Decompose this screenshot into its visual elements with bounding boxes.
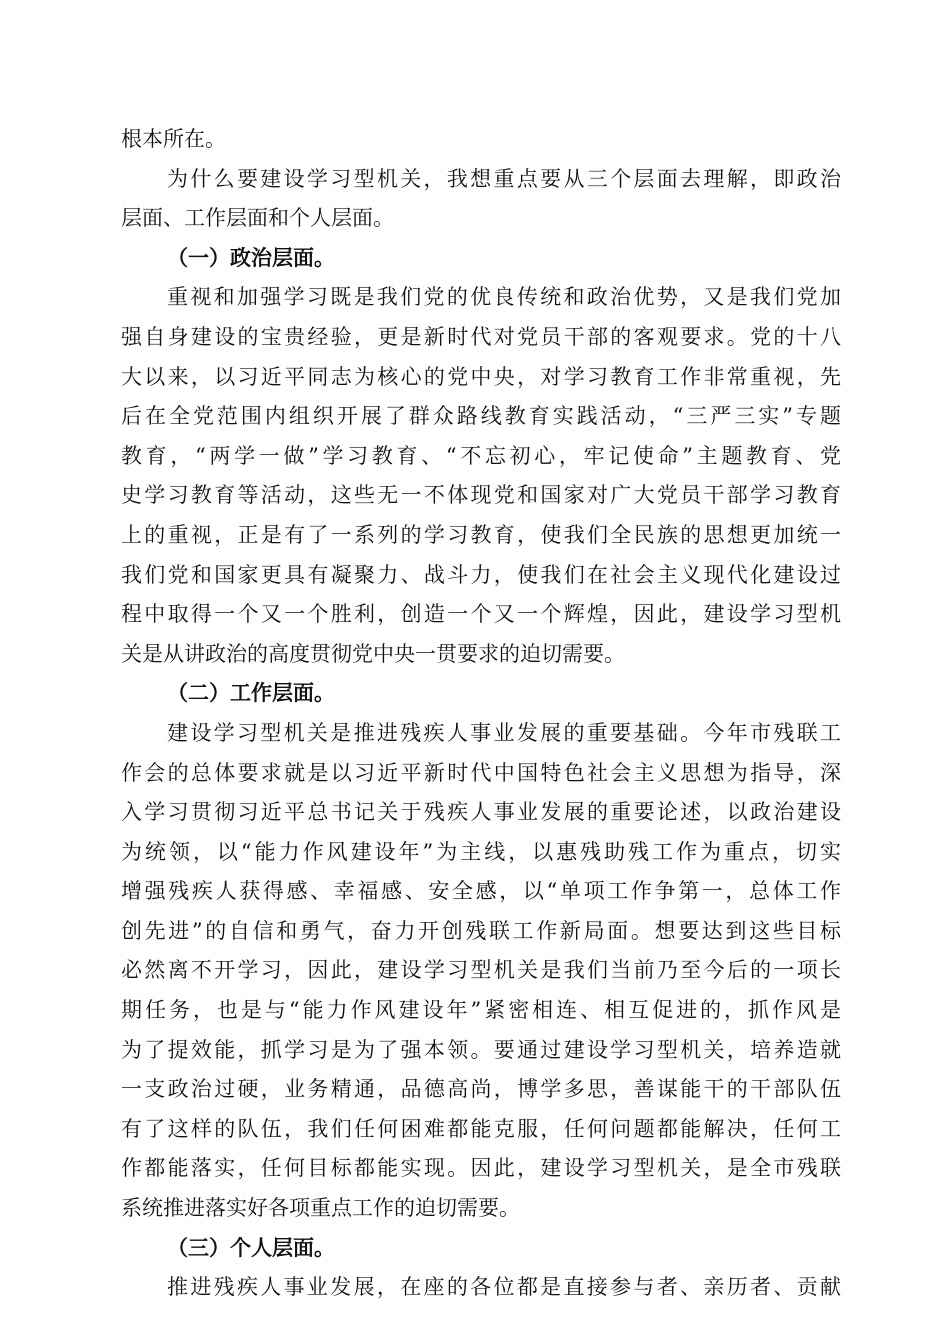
text-line: 强自身建设的宝贵经验，更是新时代对党员干部的客观要求。党的十八 — [121, 324, 841, 349]
text-line: 为统领，以“能力作风建设年”为主线，以惠残助残工作为重点，切实 — [121, 839, 841, 864]
document-body — [121, 120, 841, 1308]
text-line: 我们党和国家更具有凝聚力、战斗力，使我们在社会主义现代化建设过 — [121, 562, 841, 587]
text-line: 后在全党范围内组织开展了群众路线教育实践活动，“三严三实”专题 — [121, 404, 841, 429]
text-line: 教育，“两学一做”学习教育、“不忘初心，牢记使命”主题教育、党 — [121, 443, 841, 468]
text-line: 建设学习型机关是推进残疾人事业发展的重要基础。今年市残联工 — [167, 720, 841, 745]
text-line: 期任务，也是与“能力作风建设年”紧密相连、相互促进的，抓作风是 — [121, 998, 841, 1023]
text-line: 关是从讲政治的高度贯彻党中央一贯要求的迫切需要。 — [121, 641, 625, 666]
section-heading: （二）工作层面。 — [167, 681, 335, 706]
section-heading: （一）政治层面。 — [167, 245, 335, 270]
text-line: 大以来，以习近平同志为核心的党中央，对学习教育工作非常重视，先 — [121, 364, 841, 389]
text-line: 有了这样的队伍，我们任何困难都能克服，任何问题都能解决，任何工 — [121, 1116, 841, 1141]
text-line: 程中取得一个又一个胜利，创造一个又一个辉煌，因此，建设学习型机 — [121, 602, 841, 627]
text-line: 创先进”的自信和勇气，奋力开创残联工作新局面。想要达到这些目标 — [121, 918, 841, 943]
text-line: 为什么要建设学习型机关，我想重点要从三个层面去理解，即政治 — [167, 166, 841, 191]
text-line: 必然离不开学习，因此，建设学习型机关是我们当前乃至今后的一项长 — [121, 958, 841, 983]
text-line: 入学习贯彻习近平总书记关于残疾人事业发展的重要论述，以政治建设 — [121, 800, 841, 825]
text-line: 作都能落实，任何目标都能实现。因此，建设学习型机关，是全市残联 — [121, 1156, 841, 1181]
section-heading: （三）个人层面。 — [167, 1235, 335, 1260]
text-line: 作会的总体要求就是以习近平新时代中国特色社会主义思想为指导，深 — [121, 760, 841, 785]
text-line: 为了提效能，抓学习是为了强本领。要通过建设学习型机关，培养造就 — [121, 1037, 841, 1062]
text-line: 史学习教育等活动，这些无一不体现党和国家对广大党员干部学习教育 — [121, 483, 841, 508]
text-line: 根本所在。 — [121, 127, 226, 151]
text-line: 层面、工作层面和个人层面。 — [121, 206, 394, 231]
text-line: 重视和加强学习既是我们党的优良传统和政治优势，又是我们党加 — [167, 285, 841, 310]
text-line: 系统推进落实好各项重点工作的迫切需要。 — [121, 1196, 520, 1221]
text-line: 推进残疾人事业发展，在座的各位都是直接参与者、亲历者、贡献 — [167, 1275, 841, 1300]
text-line: 一支政治过硬，业务精通，品德高尚，博学多思，善谋能干的干部队伍 — [121, 1077, 841, 1102]
text-line: 上的重视，正是有了一系列的学习教育，使我们全民族的思想更加统一 — [121, 522, 841, 547]
text-line: 增强残疾人获得感、幸福感、安全感，以“单项工作争第一，总体工作 — [121, 879, 841, 904]
